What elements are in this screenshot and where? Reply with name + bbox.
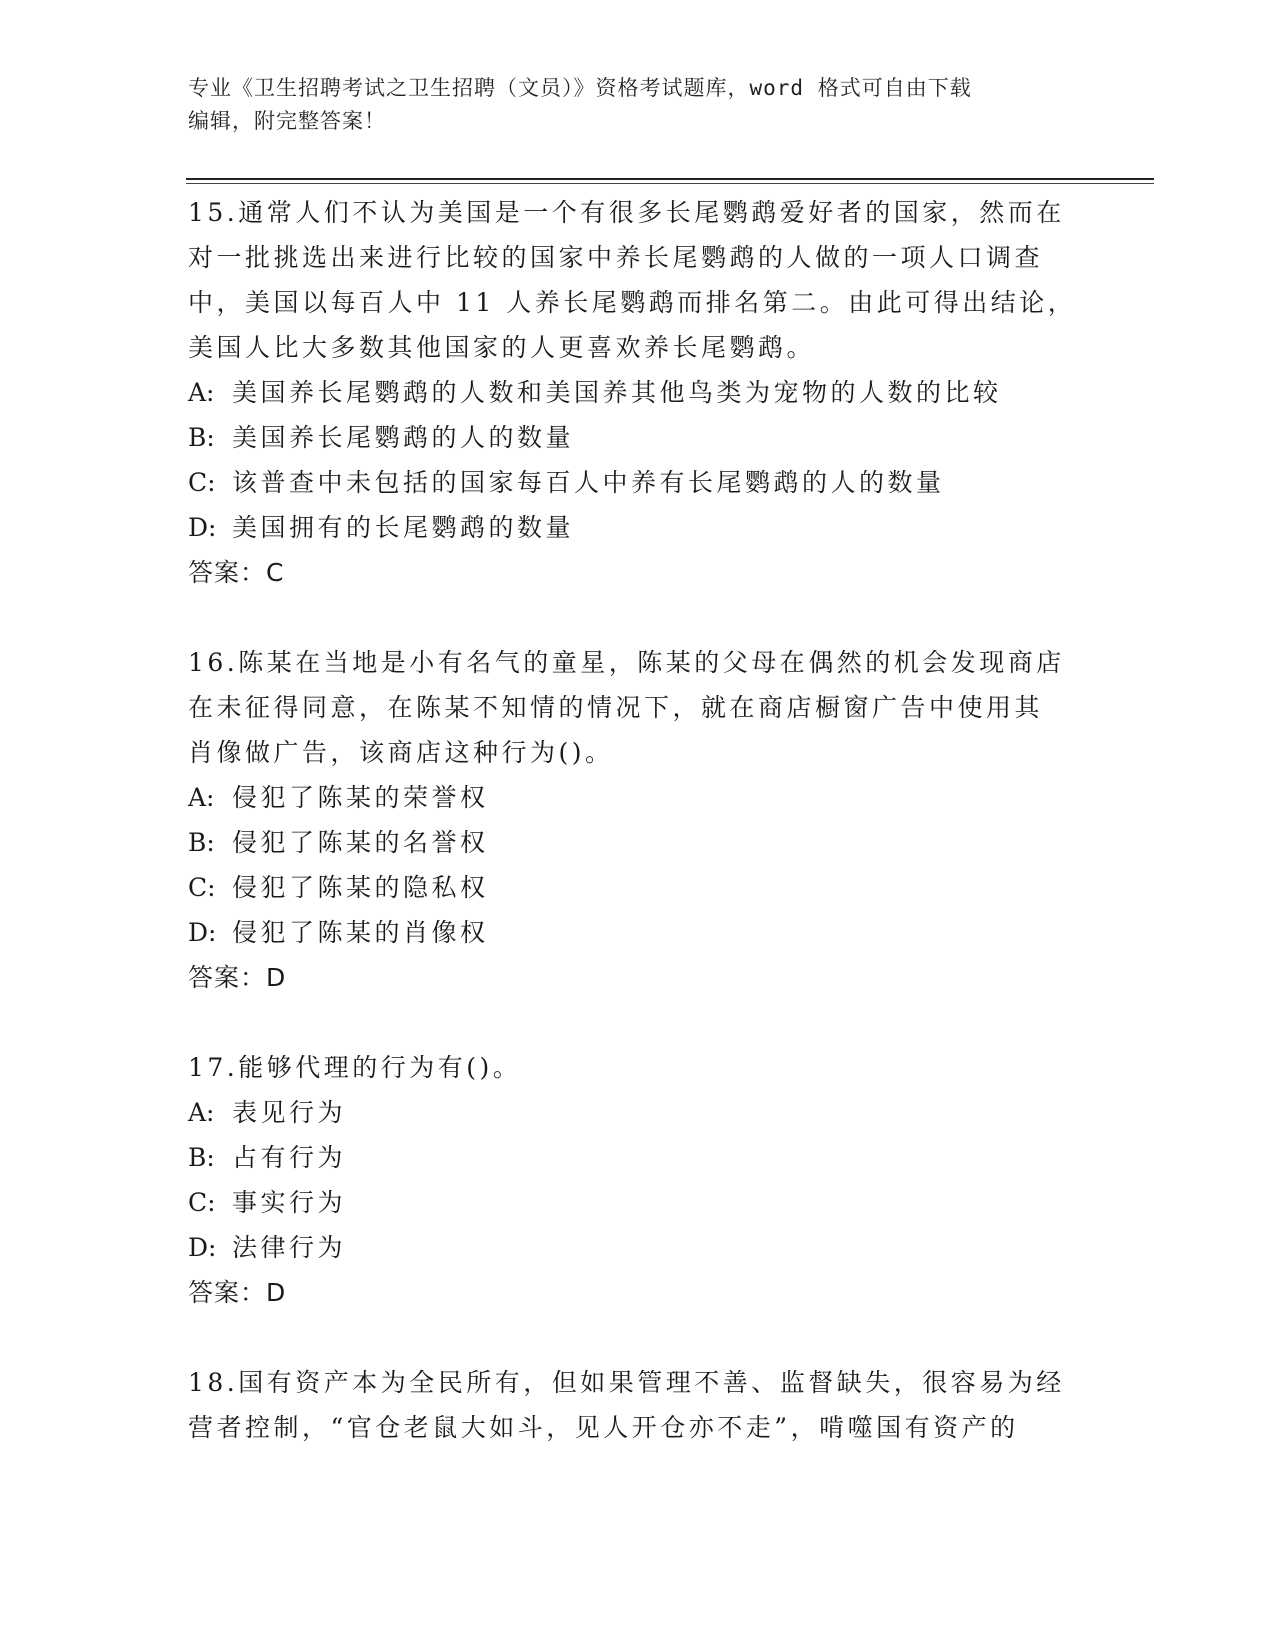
option-text: 事实行为 (232, 1188, 347, 1217)
question-list (188, 190, 1088, 1450)
option-letter: C: (188, 873, 216, 902)
question-stem (188, 640, 1088, 775)
question-18 (188, 1360, 1088, 1450)
option-text: 侵犯了陈某的名誉权 (232, 828, 489, 857)
stem-line: 18.国有资产本为全民所有，但如果管理不善、监督缺失，很容易为经 (188, 1368, 1065, 1397)
option-letter: C: (188, 1188, 216, 1217)
option-text: 侵犯了陈某的荣誉权 (232, 783, 489, 812)
option-letter: C: (188, 468, 216, 497)
option-d (188, 505, 1088, 550)
option-text: 法律行为 (232, 1233, 347, 1262)
question-stem (188, 1045, 1088, 1090)
option-c (188, 460, 1088, 505)
stem-line: 美国人比大多数其他国家的人更喜欢养长尾鹦鹉。 (188, 333, 816, 362)
option-text: 占有行为 (232, 1143, 347, 1172)
option-b (188, 1135, 1088, 1180)
stem-line: 营者控制，“官仓老鼠大如斗，见人开仓亦不走”，啃噬国有资产的 (188, 1413, 1019, 1442)
header-divider-thick (186, 178, 1154, 180)
option-b (188, 415, 1088, 460)
answer-line: 答案：C (188, 558, 285, 587)
option-b (188, 820, 1088, 865)
header-line-1: 专业《卫生招聘考试之卫生招聘（文员）》资格考试题库，word 格式可自由下载 (188, 76, 972, 100)
option-a (188, 1090, 1088, 1135)
header-divider-thin (186, 183, 1154, 184)
stem-line: 16.陈某在当地是小有名气的童星，陈某的父母在偶然的机会发现商店 (188, 648, 1065, 677)
stem-line: 中，美国以每百人中 11 人养长尾鹦鹉而排名第二。由此可得出结论， (188, 288, 1077, 317)
option-letter: A: (188, 783, 215, 812)
option-text: 美国拥有的长尾鹦鹉的数量 (232, 513, 575, 542)
option-text: 表见行为 (232, 1098, 347, 1127)
stem-line: 肖像做广告，该商店这种行为()。 (188, 738, 614, 767)
question-spacer (188, 595, 1088, 640)
question-17 (188, 1045, 1088, 1315)
option-text: 美国养长尾鹦鹉的人的数量 (232, 423, 575, 452)
option-text: 侵犯了陈某的肖像权 (232, 918, 489, 947)
option-letter: D: (188, 513, 217, 542)
question-stem (188, 1360, 1088, 1450)
stem-line: 17.能够代理的行为有()。 (188, 1053, 522, 1082)
question-spacer (188, 1000, 1088, 1045)
document-header (188, 72, 1088, 138)
option-c (188, 1180, 1088, 1225)
option-letter: D: (188, 1233, 217, 1262)
option-letter: A: (188, 1098, 215, 1127)
option-a (188, 775, 1088, 820)
option-letter: B: (188, 423, 215, 452)
option-letter: B: (188, 828, 215, 857)
question-stem (188, 190, 1088, 370)
question-15 (188, 190, 1088, 595)
option-letter: A: (188, 378, 215, 407)
stem-line: 对一批挑选出来进行比较的国家中养长尾鹦鹉的人做的一项人口调查 (188, 243, 1044, 272)
option-text: 美国养长尾鹦鹉的人数和美国养其他鸟类为宠物的人数的比较 (232, 378, 1002, 407)
stem-line: 在未征得同意，在陈某不知情的情况下，就在商店橱窗广告中使用其 (188, 693, 1044, 722)
stem-line: 15.通常人们不认为美国是一个有很多长尾鹦鹉爱好者的国家，然而在 (188, 198, 1065, 227)
option-text: 侵犯了陈某的隐私权 (232, 873, 489, 902)
option-letter: D: (188, 918, 217, 947)
answer-line: 答案：D (188, 1278, 287, 1307)
option-letter: B: (188, 1143, 215, 1172)
question-16 (188, 640, 1088, 1000)
option-text: 该普查中未包括的国家每百人中养有长尾鹦鹉的人的数量 (232, 468, 945, 497)
answer-line: 答案：D (188, 963, 287, 992)
option-a (188, 370, 1088, 415)
option-d (188, 1225, 1088, 1270)
header-line-2: 编辑，附完整答案！ (188, 109, 386, 133)
option-d (188, 910, 1088, 955)
question-spacer (188, 1315, 1088, 1360)
option-c (188, 865, 1088, 910)
